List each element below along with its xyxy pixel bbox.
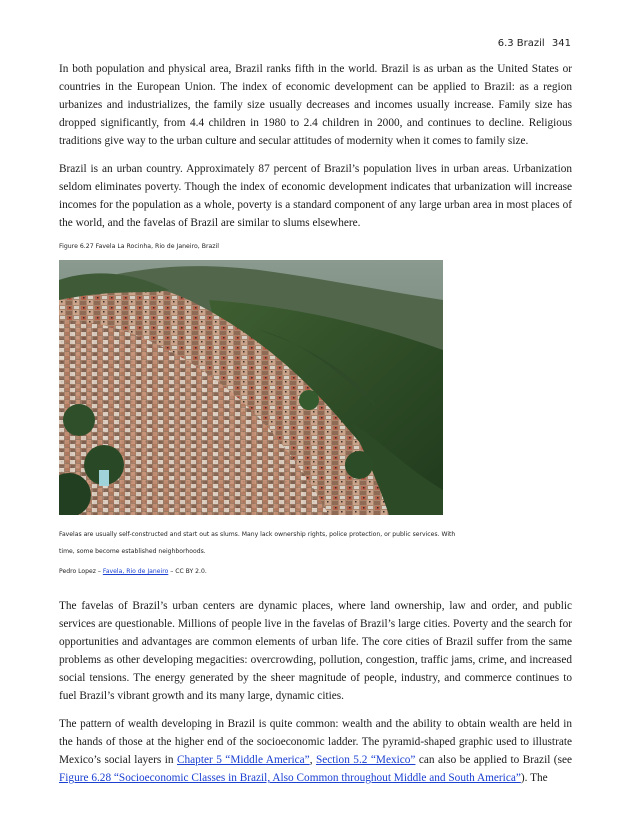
page-content <box>59 60 572 787</box>
page-number: 341 <box>551 38 571 49</box>
link-figure-6-28[interactable]: Figure 6.28 “Socioeconomic Classes in Brazil, Also Common throughout Middle and South America” <box>59 772 521 784</box>
paragraph-wealth-pattern <box>59 715 572 787</box>
running-header <box>498 38 571 49</box>
figure-title: Figure 6.27 Favela La Rocinha, Rio de Janeiro, Brazil <box>59 243 219 250</box>
favela-photo-illustration <box>59 260 443 515</box>
link-section-5-2[interactable]: Section 5.2 “Mexico” <box>315 754 416 766</box>
figure-credit <box>59 568 572 575</box>
section-title: 6.3 Brazil <box>497 38 545 49</box>
wealth-text-2: , <box>309 754 316 766</box>
credit-prefix: Pedro Lopez – <box>59 568 103 575</box>
favela-photo <box>59 260 443 515</box>
wealth-text-4: ). The <box>520 772 548 784</box>
paragraph-family-size: In both population and physical area, Brazil ranks fifth in the world. Brazil is as urban as the United States or countries in the European Union. The index of economic development can be applied to Brazil: as a region urbanizes and industrializes, the family size usually decreases and incomes usually increase. Family size has dropped significantly, from 4.4 children in 1980 to 2.4 children in 2000, and continues to decline. Religious traditions give way to the urban culture and secular attitudes of modernity when it comes to family size. <box>59 63 572 147</box>
wealth-text-3: can also be applied to Brazil (see <box>415 754 572 766</box>
credit-photo-link[interactable]: Favela, Rio de Janeiro <box>102 568 169 575</box>
link-chapter-5[interactable]: Chapter 5 “Middle America” <box>176 754 310 766</box>
paragraph-urban-country: Brazil is an urban country. Approximately 87 percent of Brazil’s population lives in urban areas. Urbanization seldom eliminates poverty. Though the index of economic development indicates that urbanization will increase incomes for the population as a whole, poverty is a standard component of any large urban area in most places of the world, and the favelas of Brazil are similar to slums elsewhere. <box>59 163 572 229</box>
credit-suffix: – CC BY 2.0. <box>168 568 207 575</box>
figure-description: Favelas are usually self-constructed and start out as slums. Many lack ownership rights, police protection, or public services. With time, some become established neighborhoods. <box>59 531 456 555</box>
wealth-text-1: The pattern of wealth developing in Brazil is quite common: wealth and the ability to obtain wealth are held in the hands of those at the higher end of the socioeconomic ladder. The pyramid-shaped graphic used to illustrate Mexico’s social layers in <box>59 718 572 766</box>
paragraph-favelas: The favelas of Brazil’s urban centers are dynamic places, where land ownership, law and order, and public services are questionable. Millions of people live in the favelas of Brazil’s large cities. Poverty and the search for opportunities and advantages are common elements of urban life. The core cities of Brazil suffer from the same problems as other developing megacities: overcrowding, pollution, congestion, traffic jams, crime, and increased social tensions. The energy generated by the sheer magnitude of people, industry, and commerce continues to fuel Brazil’s vibrant growth and its many large, dynamic cities. <box>59 600 572 702</box>
